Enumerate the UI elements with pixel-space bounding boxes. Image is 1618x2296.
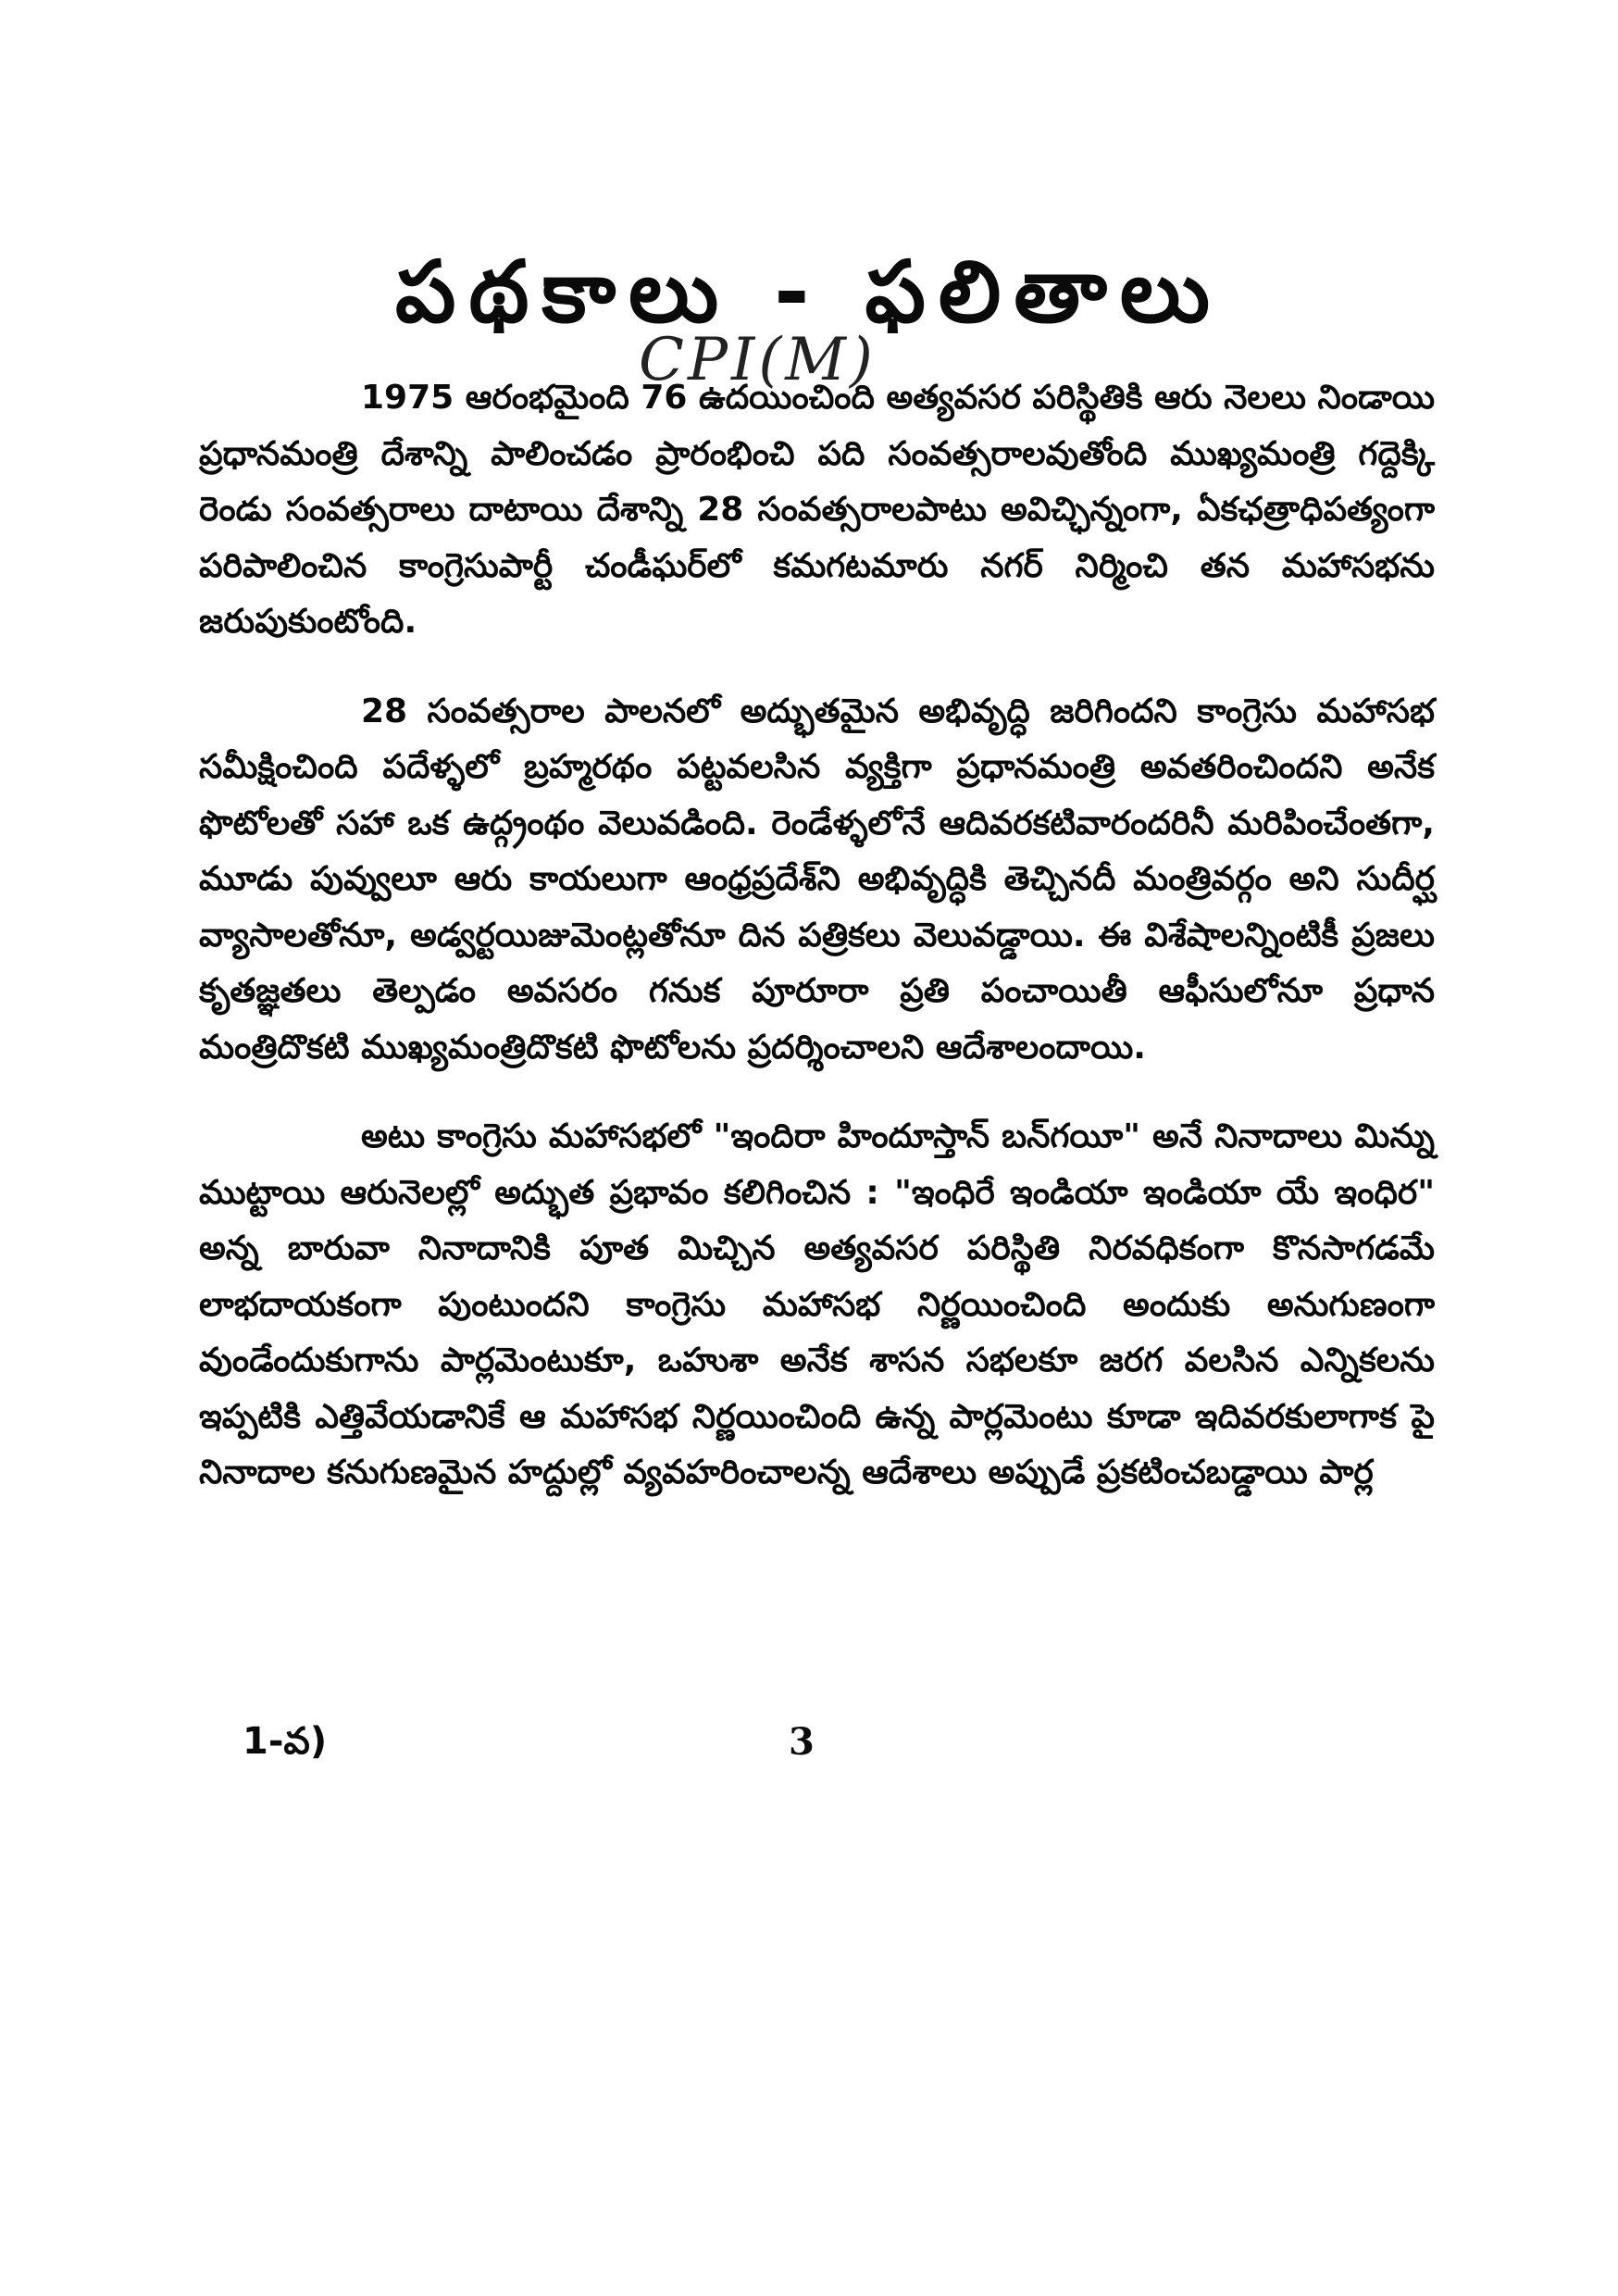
handwritten-annotation: CPI(M) — [639, 326, 877, 394]
paragraph: 28 సంవత్సరాల పాలనలో అద్భుతమైన అభివృద్ధి జరిగిందని కాంగ్రెసు మహాసభ సమీక్షించింది పదేళ్ళలో బ్రహ్మరథం పట్టవలసిన వ్యక్తిగా ప్రధానమంత్రి అవతరించిందని అనేక ఫొటోలతో సహా ఒక ఉద్గ్రంథం వెలువడింది. రెండేళ్ళలోనే ఆదివరకటివారందరినీ మరిపించేంతగా, మూడు పువ్వులూ ఆరు కాయలుగా ఆంధ్రప్రదేశ్‌ని అభివృద్ధికి తెచ్చినదీ మంత్రివర్గం అని సుదీర్ఘ వ్యాసాలతోనూ, అడ్వర్టయిజుమెంట్లతోనూ దిన పత్రికలు వెలువడ్డాయి. ఈ విశేషాలన్నింటికీ ప్రజలు కృతజ్ఞతలు తెల్పడం అవసరం గనుక పూరూరా ప్రతి పంచాయితీ ఆఫీసులోనూ ప్రధాన మంత్రిదొకటి ముఖ్యమంత్రిదొకటి ఫొటోలను ప్రదర్శించాలని ఆదేశాలందాయి. — [199, 692, 1435, 1067]
paragraph: అటు కాంగ్రెసు మహాసభలో "ఇందిరా హిందూస్తాన్ బన్‌గయీ" అనే నినాదాలు మిన్ను ముట్టాయి ఆరునెలల్లో అద్భుత ప్రభావం కలిగించిన : "ఇంధిరే ఇండియా ఇండియా యే ఇంధిర" అన్న బారువా నినాదానికి పూత మిచ్చిన అత్యవసర పరిస్థితి నిరవధికంగా కొనసాగడమే లాభదాయకంగా పుంటుందని కాంగ్రెసు మహాసభ నిర్ణయించింది అందుకు అనుగుణంగా వుండేందుకుగాను పార్లమెంటుకూ, ఒహుశా అనేక శాసన సభలకూ జరగ వలసిన ఎన్నికలను ఇప్పటికి ఎత్తివేయడానికే ఆ మహాసభ నిర్ణయించింది ఉన్న పార్లమెంటు కూడా ఇదివరకులాగాక పై నినాదాల కనుగుణమైన హద్దుల్లో వ్యవహరించాలన్న ఆదేశాలు అప్పుడే ప్రకటించబడ్డాయి పార్ల — [199, 1117, 1435, 1491]
footer-signature: 1-వ) — [243, 1720, 328, 1763]
document-body — [199, 370, 1435, 1502]
paragraph: 1975 ఆరంభమైంది 76 ఉదయించింది అత్యవసర పరిస్థితికి ఆరు నెలలు నిండాయి ప్రధానమంత్రి దేశాన్ని పాలించడం ప్రారంభించి పది సంవత్సరాలవుతోంది ముఖ్యమంత్రి గద్దెక్కి రెండు సంవత్సరాలు దాటాయి దేశాన్ని 28 సంవత్సరాలపాటు అవిచ్ఛిన్నంగా, ఏకఛత్రాధిపత్యంగా పరిపాలించిన కాంగ్రెసుపార్టీ చండీఘర్‌లో కమగటమారు నగర్ నిర్మించి తన మహాసభను జరుపుకుంటోంది. — [199, 379, 1435, 641]
page-title: పథకాలు - ఫలితాలు — [395, 243, 1223, 342]
page-number: 3 — [789, 1720, 815, 1764]
